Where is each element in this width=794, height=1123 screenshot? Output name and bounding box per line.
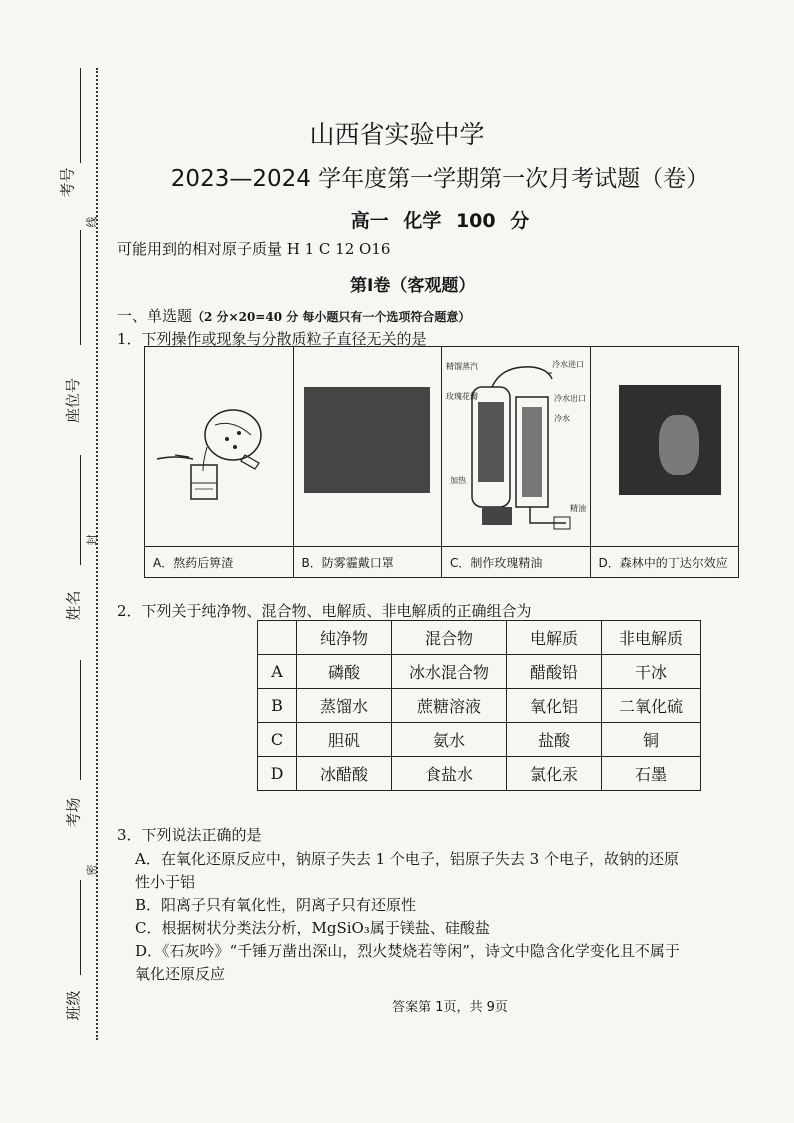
table-row <box>258 723 701 757</box>
name-line <box>80 455 81 565</box>
label-oil: 精油 <box>570 504 586 513</box>
panel-a <box>145 347 294 577</box>
exam-no-label: 考号 <box>58 167 77 198</box>
label-petal: 玫瑰花瓣 <box>446 392 478 401</box>
panel-b <box>294 347 443 577</box>
smog-photo <box>304 387 430 493</box>
q2-stem: 2．下列关于纯净物、混合物、电解质、非电解质的正确组合为 <box>117 602 532 620</box>
q3-option-c: C．根据树状分类法分析，MgSiO₃属于镁盐、硅酸盐 <box>135 919 490 937</box>
forest-tyndall-photo <box>619 385 721 495</box>
table-cell: 蒸馏水 <box>297 689 392 723</box>
q3-stem: 3．下列说法正确的是 <box>117 826 262 844</box>
table-cell: 食盐水 <box>392 757 507 791</box>
table-cell: 氨水 <box>392 723 507 757</box>
school-name: 山西省实验中学 <box>309 120 485 149</box>
q3-option-a-line2: 性小于铝 <box>135 873 196 891</box>
q2-table <box>257 620 701 791</box>
table-cell: 干冰 <box>602 655 701 689</box>
table-cell: 石墨 <box>602 757 701 791</box>
seat-no-label: 座位号 <box>64 377 83 424</box>
section-title: 一、单选题 <box>117 307 193 325</box>
q3-option-b: B．阳离子只有氧化性，阴离子只有还原性 <box>135 896 417 914</box>
table-cell: 非电解质 <box>602 621 701 655</box>
class-line <box>80 880 81 975</box>
panel-d <box>591 347 739 577</box>
seat-no-line <box>80 230 81 345</box>
table-cell: 冰醋酸 <box>297 757 392 791</box>
table-header-row <box>258 621 701 655</box>
table-cell: 磷酸 <box>297 655 392 689</box>
q3-option-d-line1: D．《石灰吟》“千锤万凿出深山，烈火焚烧若等闲”，诗文中隐含化学变化且不属于 <box>135 942 680 960</box>
table-cell: C <box>258 723 297 757</box>
table-cell: 盐酸 <box>507 723 602 757</box>
label-cold-water: 冷水 <box>554 414 570 423</box>
volume-title: 第Ⅰ卷（客观题） <box>350 276 476 296</box>
option-c-caption: C．制作玫瑰精油 <box>442 546 590 577</box>
secret-mark: 密 <box>85 864 99 876</box>
class-label: 班级 <box>64 990 83 1021</box>
table-cell: 冰水混合物 <box>392 655 507 689</box>
table-cell: B <box>258 689 297 723</box>
table-cell: 混合物 <box>392 621 507 655</box>
panel-c <box>442 347 591 577</box>
option-a-caption: A．熬药后箅渣 <box>145 546 293 577</box>
q3-option-a-line1: A．在氧化还原反应中，钠原子失去 1 个电子，铝原子失去 3 个电子，故钠的还原 <box>135 850 679 868</box>
table-row <box>258 689 701 723</box>
label-heat: 加热 <box>450 476 466 485</box>
label-cold-in: 冷水出口 <box>554 394 586 403</box>
option-d-caption: D．森林中的丁达尔效应 <box>591 546 739 577</box>
table-row <box>258 757 701 791</box>
label-cold-out: 冷水进口 <box>552 360 584 369</box>
table-cell: 醋酸铅 <box>507 655 602 689</box>
seal-mark: 封 <box>85 534 99 546</box>
table-cell: 电解质 <box>507 621 602 655</box>
table-cell: 氧化铝 <box>507 689 602 723</box>
table-cell: 纯净物 <box>297 621 392 655</box>
light-beam <box>659 415 699 475</box>
q1-stem: 1．下列操作或现象与分散质粒子直径无关的是 <box>117 330 427 348</box>
exam-room-line <box>80 660 81 780</box>
name-label: 姓名 <box>64 590 83 621</box>
option-b-caption: B．防雾霾戴口罩 <box>294 546 442 577</box>
section-heading <box>117 305 470 326</box>
distillation-apparatus <box>442 347 588 545</box>
line-mark: 线 <box>85 216 99 228</box>
section-note: （2 分×20=40 分 每小题只有一个选项符合题意） <box>192 310 471 324</box>
table-row <box>258 655 701 689</box>
label-steam: 精馏蒸汽 <box>446 362 478 371</box>
q1-figure <box>144 346 739 578</box>
table-cell: 蔗糖溶液 <box>392 689 507 723</box>
table-cell <box>258 621 297 655</box>
table-cell: 氯化汞 <box>507 757 602 791</box>
table-cell: 铜 <box>602 723 701 757</box>
subject-line: 高一 化学 100 分 <box>350 210 530 232</box>
table-cell: D <box>258 757 297 791</box>
page-footer: 答案第 1页，共 9页 <box>392 1000 508 1015</box>
atomic-mass-line: 可能用到的相对原子质量 H 1 C 12 O16 <box>117 240 391 258</box>
table-cell: A <box>258 655 297 689</box>
table-cell: 二氧化硫 <box>602 689 701 723</box>
herb-filter-illustration <box>145 355 291 545</box>
q3-option-d-line2: 氧化还原反应 <box>135 965 226 983</box>
exam-title: 2023—2024 学年度第一学期第一次月考试题（卷） <box>170 166 710 192</box>
table-cell: 胆矾 <box>297 723 392 757</box>
exam-room-label: 考场 <box>64 797 83 828</box>
